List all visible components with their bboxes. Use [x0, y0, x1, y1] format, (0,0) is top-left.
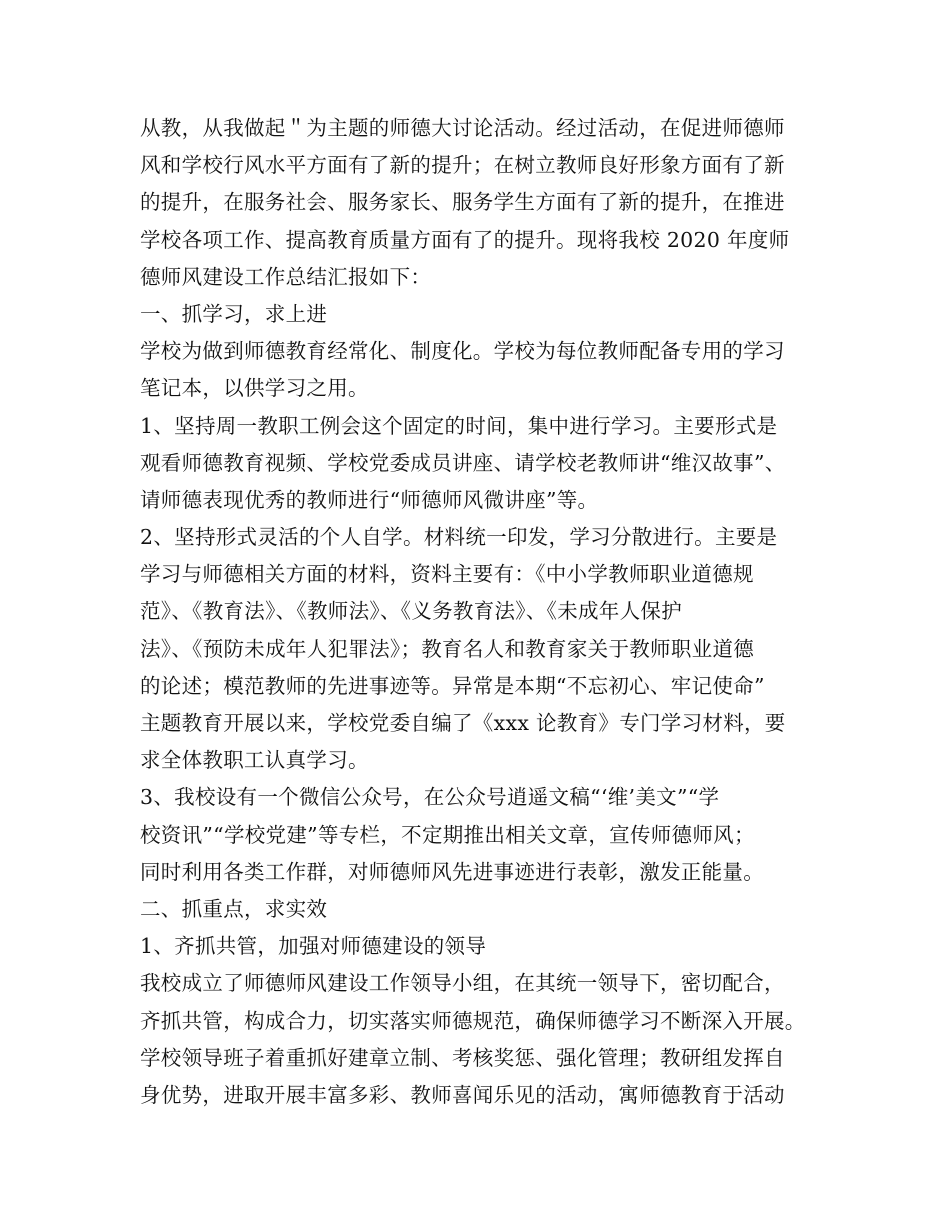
- body-line: 学习与师德相关方面的材料，资料主要有：《中小学教师职业道德规: [140, 562, 754, 587]
- body-line: 范》、《教育法》、《教师法》、《义务教育法》、《未成年人保护: [140, 599, 682, 624]
- body-line: 身优势，进取开展丰富多彩、教师喜闻乐见的活动，寓师德教育于活动: [140, 1082, 785, 1107]
- body-line: 观看师德教育视频、学校党委成员讲座、请学校老教师讲“维汉故事”、: [140, 450, 786, 475]
- body-line: 1、坚持周一教职工例会这个固定的时间，集中进行学习。主要形式是: [140, 413, 778, 438]
- body-line: 德师风建设工作总结汇报如下：: [140, 264, 432, 289]
- subsection-heading: 1、齐抓共管，加强对师德建设的领导: [140, 934, 487, 959]
- body-line: 同时利用各类工作群，对师德师风先进事迹进行表彰，激发正能量。: [140, 859, 764, 884]
- document-body: [140, 110, 830, 1114]
- body-line: 我校成立了师德师风建设工作领导小组，在其统一领导下，密切配合，: [140, 971, 785, 996]
- body-line: 学校各项工作、提高教育质量方面有了的提升。现将我校 2020 年度师: [140, 227, 790, 252]
- body-line: 齐抓共管，构成合力，切实落实师德规范，确保师德学习不断深入开展。: [140, 1008, 806, 1033]
- body-line: 学校领导班子着重抓好建章立制、考核奖惩、强化管理；教研组发挥自: [140, 1045, 785, 1070]
- body-line: 的提升，在服务社会、服务家长、服务学生方面有了新的提升，在推进: [140, 190, 785, 215]
- body-line: 主题教育开展以来，学校党委自编了《xxx 论教育》专门学习材料，要: [140, 711, 786, 735]
- body-line: 笔记本，以供学习之用。: [140, 376, 369, 401]
- body-line: 的论述；模范教师的先进事迹等。异常是本期“不忘初心、牢记使命”: [140, 673, 765, 698]
- section-heading: 一、抓学习，求上进: [140, 301, 328, 326]
- body-line: 校资讯”“学校党建”等专栏，不定期推出相关文章，宣传师德师风；: [140, 822, 755, 847]
- body-line: 风和学校行风水平方面有了新的提升；在树立教师良好形象方面有了新: [140, 153, 785, 178]
- body-line: 请师德表现优秀的教师进行“师德师风微讲座”等。: [140, 487, 599, 512]
- section-heading: 二、抓重点，求实效: [140, 896, 328, 921]
- body-line: 3、我校设有一个微信公众号，在公众号逍遥文稿“‘维’美文”“学: [140, 785, 720, 810]
- body-line: 法》、《预防未成年人犯罪法》；教育名人和教育家关于教师职业道德: [140, 636, 755, 661]
- body-line: 学校为做到师德教育经常化、制度化。学校为每位教师配备专用的学习: [140, 339, 785, 364]
- body-line: 从教，从我做起＂为主题的师德大讨论活动。经过活动，在促进师德师: [140, 116, 785, 140]
- body-line: 求全体教职工认真学习。: [140, 748, 369, 773]
- body-line: 2、坚持形式灵活的个人自学。材料统一印发，学习分散进行。主要是: [140, 525, 778, 550]
